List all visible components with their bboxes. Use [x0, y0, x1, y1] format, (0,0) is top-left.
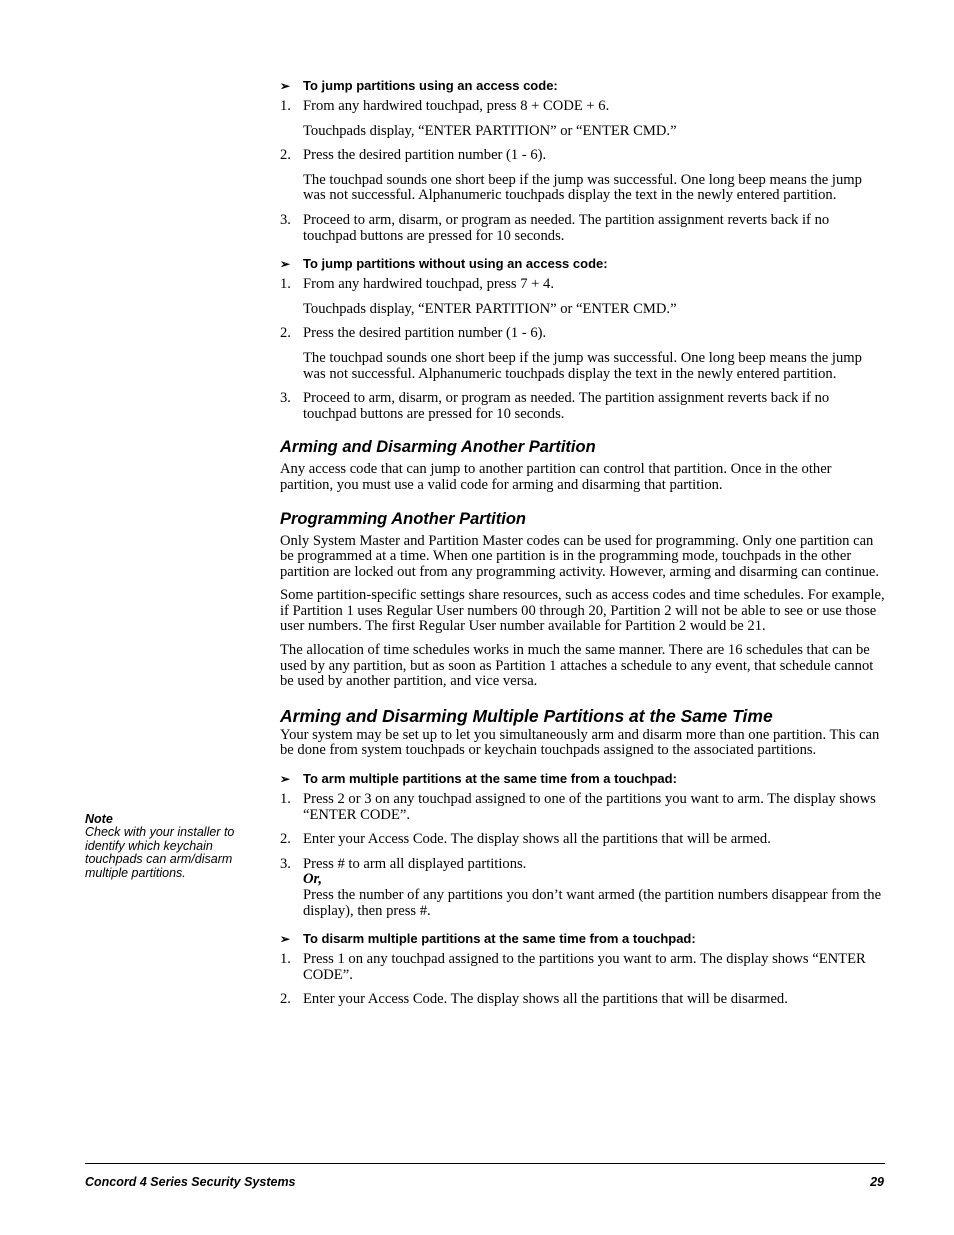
step-number: 2.	[280, 325, 291, 342]
step-number: 3.	[280, 211, 291, 228]
arrowhead-icon: ➢	[280, 257, 291, 272]
procedure-title: To jump partitions using an access code:	[303, 78, 558, 93]
step-detail: Touchpads display, “ENTER PARTITION” or “ENTER CMD.”	[303, 300, 677, 317]
procedure-title: To disarm multiple partitions at the same time from a touchpad:	[303, 931, 696, 947]
step-number: 1.	[280, 98, 291, 114]
arrowhead-icon: ➢	[280, 772, 291, 787]
list-item	[280, 277, 886, 293]
list-item	[280, 792, 886, 823]
step-alternative-text: Press the number of any partitions you don’t want armed (the partition numbers disappear from the display), then press #.	[303, 887, 882, 919]
paragraph: Only System Master and Partition Master codes can be used for programming. Only one partition can be programmed at a time. When one partition is in the programming mode, touchpads in the other partition are locked out from any programming activity. However, arming and disarming can continue.	[280, 532, 880, 580]
step-text: From any hardwired touchpad, press 8 + CODE + 6.	[303, 98, 610, 114]
procedure-title: To arm multiple partitions at the same time from a touchpad:	[303, 771, 677, 787]
step-number: 3.	[280, 390, 291, 407]
step-number: 1.	[280, 791, 291, 808]
procedure-title: To jump partitions without using an access code:	[303, 256, 608, 272]
step-number: 1.	[280, 951, 291, 968]
step-text: Press the desired partition number (1 - 6).	[303, 325, 547, 342]
procedure-heading	[280, 78, 886, 94]
section-heading: Arming and Disarming Another Partition	[280, 438, 596, 457]
list-item	[280, 213, 886, 244]
procedure-heading	[280, 771, 886, 787]
paragraph: Your system may be set up to let you simultaneously arm and disarm more than one partition. This can be done from system touchpads or keychain touchpads assigned to the associated partitions.	[280, 726, 880, 759]
or-label: Or,	[303, 871, 323, 888]
note-text: Check with your installer to identify which keychain touchpads can arm/disarm multiple partitions.	[85, 825, 235, 880]
list-item	[280, 857, 886, 919]
step-number: 2.	[280, 831, 291, 848]
step-number: 3.	[280, 855, 291, 872]
step-text: Proceed to arm, disarm, or program as needed. The partition assignment reverts back if no touchpad buttons are pressed for 10 seconds.	[303, 390, 830, 422]
list-item	[280, 391, 886, 422]
step-detail: The touchpad sounds one short beep if the jump was successful. One long beep means the jump was not successful. Alphanumeric touchpads display the text in the newly entered partition.	[303, 349, 862, 382]
note-title: Note	[85, 812, 113, 826]
list-item	[280, 326, 886, 342]
list-item	[280, 148, 886, 164]
paragraph: The allocation of time schedules works in much the same manner. There are 16 schedules that can be used by any partition, but as soon as Partition 1 attaches a schedule to any event, that schedule cannot be used by another partition, and vice versa.	[280, 642, 874, 690]
margin-note	[85, 813, 260, 880]
main-content	[280, 78, 886, 1017]
arrowhead-icon: ➢	[280, 932, 291, 947]
step-number: 2.	[280, 991, 291, 1008]
step-detail: Touchpads display, “ENTER PARTITION” or “ENTER CMD.”	[303, 122, 677, 139]
step-text: Press 2 or 3 on any touchpad assigned to one of the partitions you want to arm. The display shows “ENTER CODE”.	[303, 791, 876, 823]
step-text: From any hardwired touchpad, press 7 + 4.	[303, 276, 555, 293]
footer-divider	[85, 1163, 885, 1164]
step-number: 1.	[280, 276, 291, 293]
step-text: Press 1 on any touchpad assigned to the partitions you want to arm. The display shows “ENTER CODE”.	[303, 951, 866, 983]
step-text-group	[303, 857, 886, 919]
list-item	[280, 99, 886, 115]
page-number: 29	[870, 1175, 884, 1189]
section-heading: Programming Another Partition	[280, 509, 526, 528]
step-text: Press # to arm all displayed partitions.	[303, 855, 527, 872]
paragraph: Any access code that can jump to another partition can control that partition. Once in the other partition, you must use a valid code for arming and disarming that partition.	[280, 461, 832, 493]
step-text: Enter your Access Code. The display shows all the partitions that will be disarmed.	[303, 991, 788, 1008]
list-item	[280, 992, 886, 1008]
step-detail: The touchpad sounds one short beep if the jump was successful. One long beep means the jump was not successful. Alphanumeric touchpads display the text in the newly entered partition.	[303, 171, 862, 204]
arrowhead-icon: ➢	[280, 79, 291, 93]
step-text: Proceed to arm, disarm, or program as needed. The partition assignment reverts back if no touchpad buttons are pressed for 10 seconds.	[303, 211, 830, 244]
step-text: Enter your Access Code. The display shows all the partitions that will be armed.	[303, 831, 771, 848]
list-item	[280, 832, 886, 848]
step-number: 2.	[280, 147, 291, 164]
step-text: Press the desired partition number (1 - 6).	[303, 147, 547, 164]
procedure-heading	[280, 931, 886, 947]
section-heading: Arming and Disarming Multiple Partitions at the Same Time	[280, 705, 773, 726]
paragraph: Some partition-specific settings share resources, such as access codes and time schedules. For example, if Partition 1 uses Regular User numbers 00 through 20, Partition 2 will not be able to see or use those user numbers. The first Regular User number available for Partition 2 would be 21.	[280, 587, 885, 635]
procedure-heading	[280, 256, 886, 272]
footer-title: Concord 4 Series Security Systems	[85, 1175, 296, 1189]
list-item	[280, 952, 886, 983]
